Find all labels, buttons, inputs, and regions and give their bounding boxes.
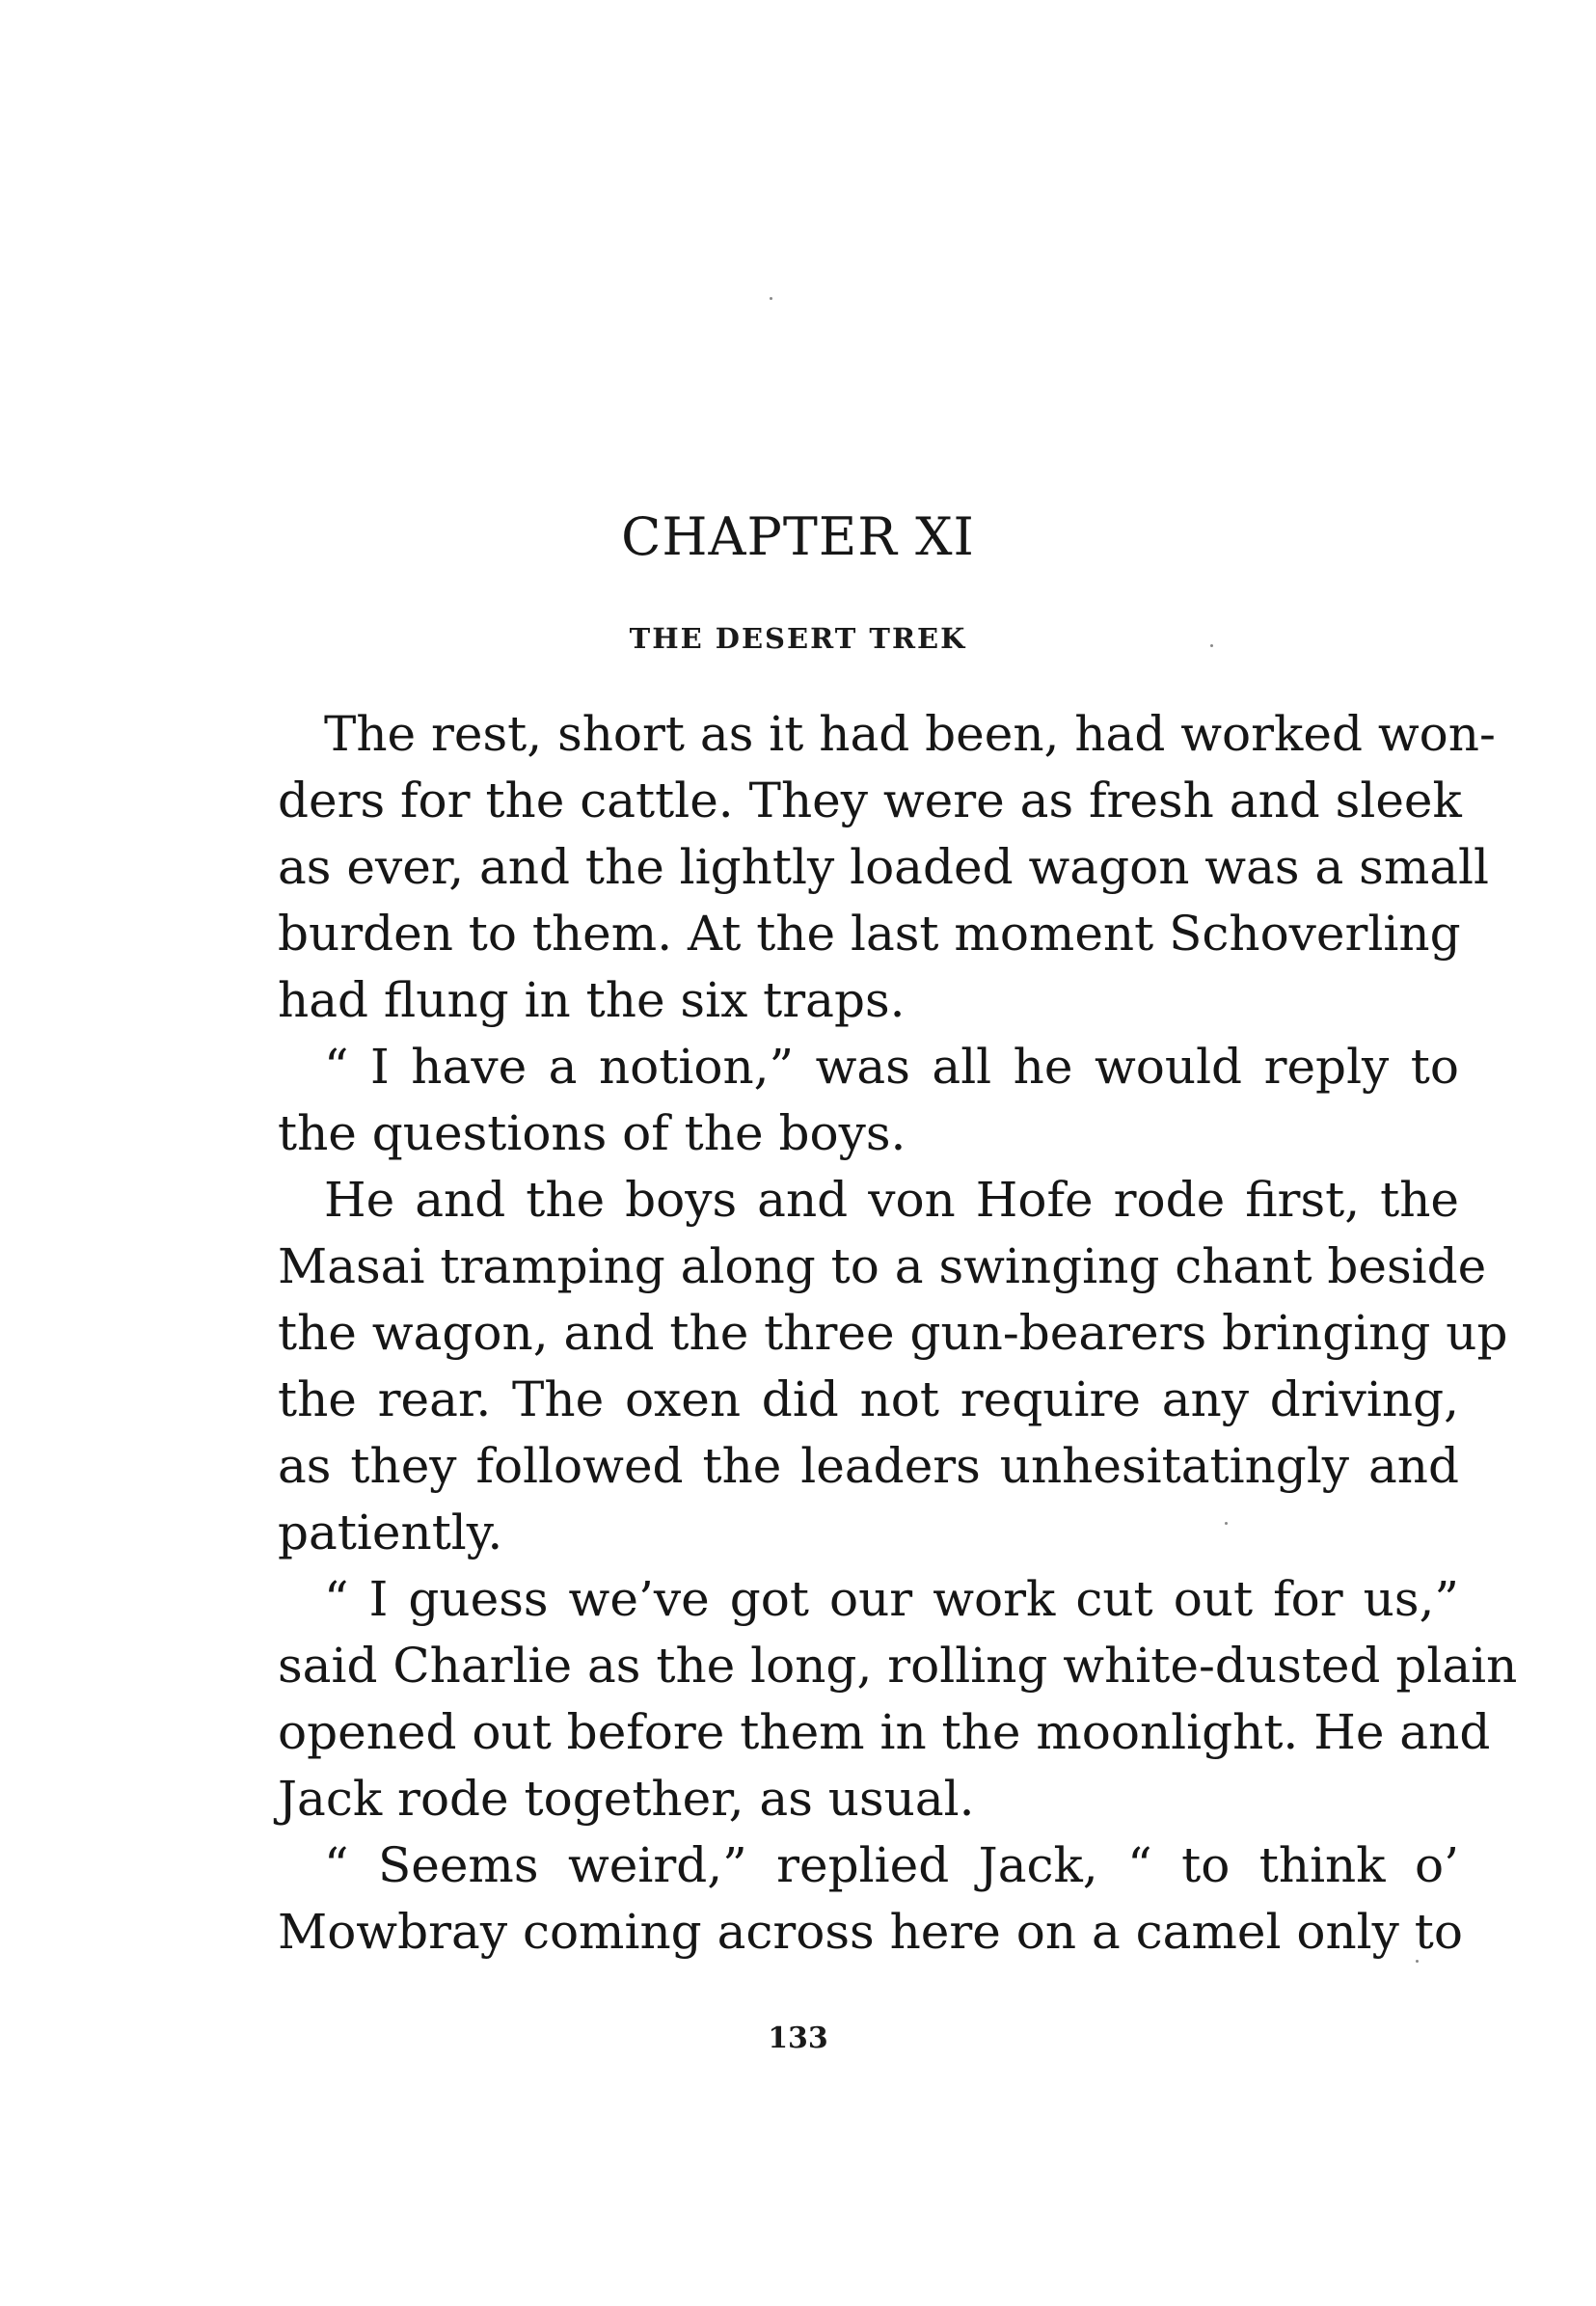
text-line: opened out before them in the moonlight. He and <box>278 1704 1491 1760</box>
chapter-number: CHAPTER XI <box>621 506 975 567</box>
chapter-title: THE DESERT TREK <box>629 622 967 655</box>
text-line: “ I have a notion,” was all he would reply to <box>324 1039 1459 1095</box>
text-line: Masai tramping along to a swinging chant beside <box>278 1238 1487 1294</box>
text-line: the questions of the boys. <box>278 1105 906 1161</box>
text-line: the wagon, and the three gun-bearers bringing up <box>278 1305 1508 1361</box>
paper-speck <box>1210 644 1213 647</box>
text-line: “ I guess we’ve got our work cut out for us,” <box>324 1571 1459 1627</box>
text-line: had flung in the six traps. <box>278 972 906 1028</box>
text-line: patiently. <box>278 1505 503 1560</box>
text-line: as they followed the leaders unhesitatingly and <box>278 1438 1459 1494</box>
text-line: Jack rode together, as usual. <box>278 1771 975 1827</box>
text-line: “ Seems weird,” replied Jack, “ to think o’ <box>324 1837 1459 1893</box>
text-line: the rear. The oxen did not require any driving, <box>278 1371 1459 1427</box>
text-line: said Charlie as the long, rolling white-dusted plain <box>278 1638 1518 1694</box>
text-line: ders for the cattle. They were as fresh and sleek <box>278 773 1462 828</box>
paper-speck <box>1416 1960 1419 1963</box>
paper-speck <box>770 297 772 300</box>
text-line: burden to them. At the last moment Schoverling <box>278 906 1461 962</box>
page-number: 133 <box>768 2021 828 2055</box>
text-line: He and the boys and von Hofe rode first, the <box>324 1172 1459 1228</box>
paper-speck <box>1225 1522 1228 1525</box>
text-line: The rest, short as it had been, had worked won- <box>324 706 1496 762</box>
text-line: as ever, and the lightly loaded wagon was a small <box>278 839 1490 895</box>
text-line: Mowbray coming across here on a camel only to <box>278 1904 1464 1960</box>
